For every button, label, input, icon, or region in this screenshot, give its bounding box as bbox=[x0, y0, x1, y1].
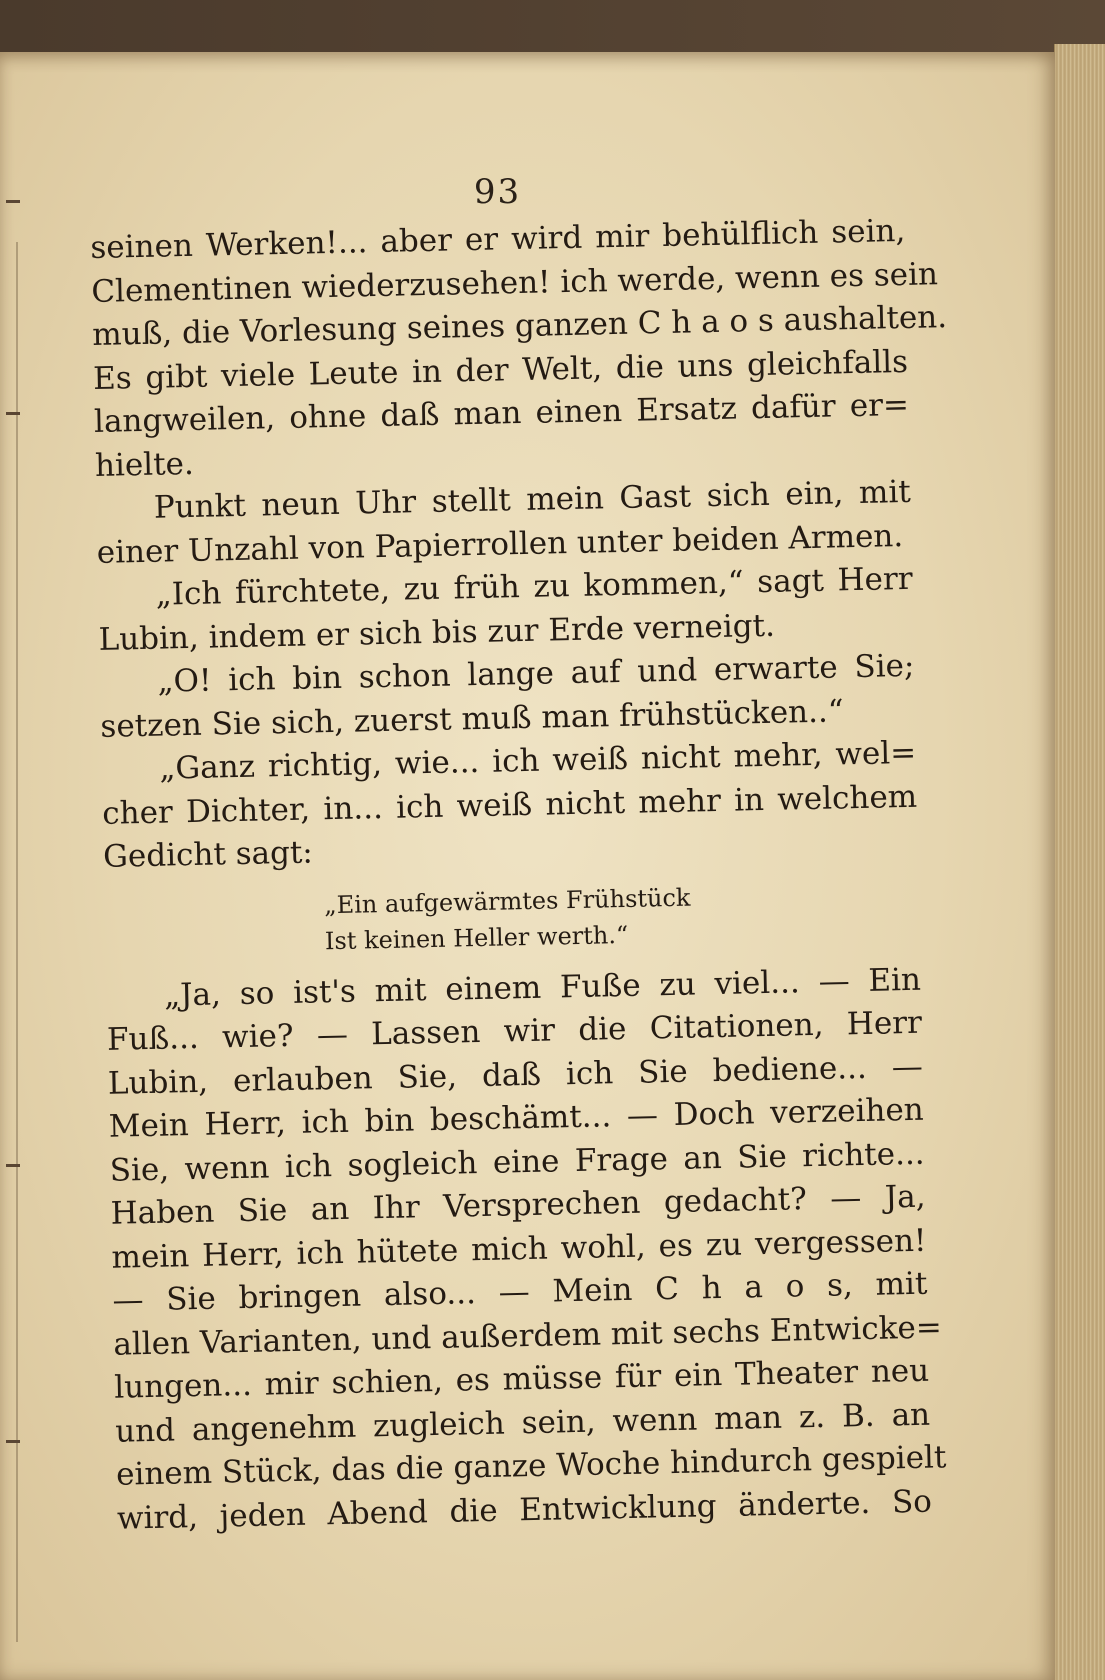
margin-mark bbox=[6, 1440, 20, 1443]
text-line: seinen Werken!... aber er wird mir behülflich sein, bbox=[90, 212, 906, 266]
text-line: cher Dichter, in... ich weiß nicht mehr in welchem bbox=[101, 778, 918, 832]
text-line: wird, jeden Abend die Entwicklung änderte. So bbox=[116, 1483, 933, 1537]
margin-mark bbox=[6, 412, 20, 415]
text-line: langweilen, ohne daß man einen Ersatz dafür er= bbox=[93, 386, 910, 440]
text-line: Haben Sie an Ihr Versprechen gedacht? — Ja, bbox=[110, 1178, 926, 1232]
body-text bbox=[90, 210, 948, 1541]
text-line: Clementinen wiederzusehen! ich werde, wenn es sein bbox=[90, 255, 939, 310]
text-line: Gedicht sagt: bbox=[102, 834, 314, 875]
page-number: 93 bbox=[473, 172, 522, 212]
text-line: einer Unzahl von Papierrollen unter beiden Armen. bbox=[96, 517, 904, 571]
text-line: „Ganz richtig, wie... ich weiß nicht mehr, wel= bbox=[158, 734, 917, 787]
text-line: „Ja, so ist's mit einem Fuße zu viel... — Ein bbox=[163, 961, 922, 1014]
text-line: — Sie bringen also... — Mein C h a o s, mit bbox=[112, 1265, 928, 1319]
text-line: Mein Herr, ich bin beschämt... — Doch verzeihen bbox=[108, 1091, 925, 1145]
verse-line: „Ein aufgewärmtes Frühstück bbox=[323, 883, 691, 919]
spine-crease bbox=[16, 242, 18, 1642]
text-line: Es gibt viele Leute in der Welt, die uns gleichfalls bbox=[92, 343, 909, 397]
verse-line: Ist keinen Heller werth.“ bbox=[324, 920, 629, 955]
text-line: „O! ich bin schon lange auf und erwarte Sie; bbox=[157, 647, 915, 700]
text-line: und angenehm zugleich sein, wenn man z. B. an bbox=[114, 1396, 931, 1450]
book-page bbox=[0, 52, 1055, 1680]
margin-mark bbox=[6, 1164, 20, 1167]
text-line: muß, die Vorlesung seines ganzen C h a o s aushalten. bbox=[91, 299, 948, 353]
text-line: einem Stück, das die ganze Woche hindurch gespielt bbox=[115, 1439, 947, 1493]
text-line: mein Herr, ich hütete mich wohl, es zu vergessen! bbox=[111, 1222, 927, 1276]
text-line: Punkt neun Uhr stellt mein Gast sich ein, mit bbox=[153, 473, 912, 526]
text-line: allen Varianten, und außerdem mit sechs Entwicke= bbox=[113, 1308, 943, 1363]
text-line: Sie, wenn ich sogleich eine Frage an Sie richte... bbox=[109, 1135, 925, 1189]
text-line: Lubin, erlauben Sie, daß ich Sie bediene... — bbox=[107, 1048, 924, 1102]
text-line: hielte. bbox=[94, 445, 195, 484]
text-line: Lubin, indem er sich bis zur Erde verneigt. bbox=[98, 607, 776, 658]
text-line: Fuß... wie? — Lassen wir die Citationen, Herr bbox=[106, 1004, 923, 1058]
text-line: lungen... mir schien, es müsse für ein Theater neu bbox=[113, 1352, 930, 1406]
page-edges bbox=[1054, 44, 1105, 1680]
text-line: setzen Sie sich, zuerst muß man frühstücken..“ bbox=[100, 692, 844, 745]
text-line: „Ich fürchtete, zu früh zu kommen,“ sagt Herr bbox=[155, 560, 913, 613]
